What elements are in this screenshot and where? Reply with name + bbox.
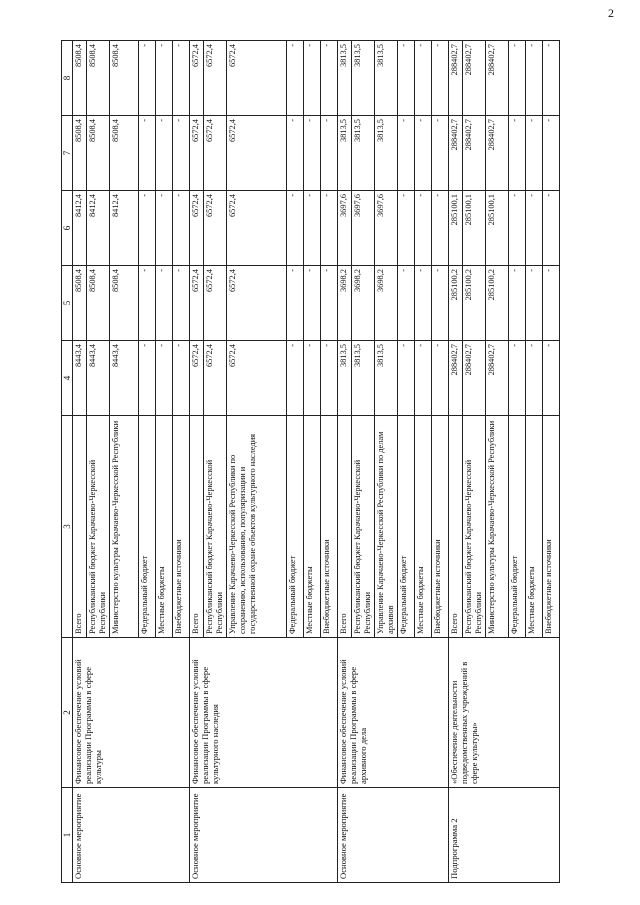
value-cell-col-8: - bbox=[543, 41, 560, 116]
value-cell-col-7: 288402,7 bbox=[486, 116, 509, 191]
col-header-5: 5 bbox=[62, 266, 73, 341]
value-cell-col-7: - bbox=[415, 116, 432, 191]
funding-source-cell: Местные бюджеты bbox=[415, 416, 432, 638]
value-cell-col-4: - bbox=[509, 341, 526, 416]
value-cell-col-7: 8508,4 bbox=[87, 116, 110, 191]
funding-source-cell: Местные бюджеты bbox=[156, 416, 173, 638]
value-cell-col-5: 3698,2 bbox=[375, 266, 398, 341]
value-cell-col-5: 8508,4 bbox=[110, 266, 139, 341]
funding-source-cell: Республиканский бюджет Карачаево-Черкесской Республики bbox=[352, 416, 375, 638]
block-title-cell: «Обеспечение деятельности подведомственных учреждений в сфере культуры» bbox=[449, 638, 560, 788]
value-cell-col-6: 285100,1 bbox=[449, 191, 463, 266]
value-cell-col-4: - bbox=[287, 341, 304, 416]
value-cell-col-5: - bbox=[321, 266, 338, 341]
value-cell-col-8: - bbox=[287, 41, 304, 116]
value-cell-col-5: - bbox=[287, 266, 304, 341]
col-header-1: 1 bbox=[62, 788, 73, 883]
funding-source-cell: Управление Карачаево-Черкесской Республики по делам архивов bbox=[375, 416, 398, 638]
funding-source-cell: Внебюджетные источники bbox=[543, 416, 560, 638]
value-cell-col-4: - bbox=[415, 341, 432, 416]
value-cell-col-8: 288402,7 bbox=[486, 41, 509, 116]
value-cell-col-4: - bbox=[321, 341, 338, 416]
value-cell-col-4: 8443,4 bbox=[73, 341, 87, 416]
value-cell-col-8: - bbox=[156, 41, 173, 116]
block-type-cell: Основное мероприятие bbox=[338, 788, 449, 883]
value-cell-col-6: 8412,4 bbox=[110, 191, 139, 266]
value-cell-col-7: - bbox=[287, 116, 304, 191]
value-cell-col-6: 8412,4 bbox=[73, 191, 87, 266]
value-cell-col-5: - bbox=[398, 266, 415, 341]
value-cell-col-6: - bbox=[543, 191, 560, 266]
value-cell-col-8: 6572,4 bbox=[227, 41, 287, 116]
value-cell-col-5: 6572,4 bbox=[190, 266, 204, 341]
value-cell-col-7: 8508,4 bbox=[73, 116, 87, 191]
col-header-2: 2 bbox=[62, 638, 73, 788]
value-cell-col-6: 3697,6 bbox=[352, 191, 375, 266]
block-title-cell: Финансовое обеспечение условий реализации Программы в сфере культурного наследия bbox=[190, 638, 338, 788]
value-cell-col-5: 8508,4 bbox=[87, 266, 110, 341]
value-cell-col-5: - bbox=[509, 266, 526, 341]
value-cell-col-5: 285100,2 bbox=[449, 266, 463, 341]
value-cell-col-7: 6572,4 bbox=[190, 116, 204, 191]
value-cell-col-6: - bbox=[156, 191, 173, 266]
funding-source-cell: Управление Карачаево-Черкесской Республики по сохранению, использованию, популяризации и государственной охране объектов культурного наследия bbox=[227, 416, 287, 638]
value-cell-col-7: 6572,4 bbox=[204, 116, 227, 191]
funding-source-cell: Министерство культуры Карачаево-Черкесской Республики bbox=[110, 416, 139, 638]
funding-source-cell: Федеральный бюджет bbox=[287, 416, 304, 638]
page-number: 2 bbox=[608, 6, 614, 20]
finance-table bbox=[61, 40, 560, 883]
value-cell-col-6: 285100,1 bbox=[486, 191, 509, 266]
value-cell-col-6: - bbox=[509, 191, 526, 266]
value-cell-col-4: 3813,5 bbox=[352, 341, 375, 416]
value-cell-col-4: - bbox=[156, 341, 173, 416]
value-cell-col-4: 8443,4 bbox=[110, 341, 139, 416]
value-cell-col-8: 288402,7 bbox=[449, 41, 463, 116]
value-cell-col-8: - bbox=[304, 41, 321, 116]
col-header-7: 7 bbox=[62, 116, 73, 191]
value-cell-col-4: 288402,7 bbox=[449, 341, 463, 416]
table-row bbox=[73, 41, 87, 883]
block-title-cell: Финансовое обеспечение условий реализации Программы в сфере архивного дела bbox=[338, 638, 449, 788]
value-cell-col-6: - bbox=[398, 191, 415, 266]
value-cell-col-6: - bbox=[173, 191, 190, 266]
value-cell-col-7: 8508,4 bbox=[110, 116, 139, 191]
value-cell-col-8: - bbox=[321, 41, 338, 116]
value-cell-col-7: - bbox=[526, 116, 543, 191]
value-cell-col-6: - bbox=[139, 191, 156, 266]
value-cell-col-6: 8412,4 bbox=[87, 191, 110, 266]
funding-source-cell: Внебюджетные источники bbox=[432, 416, 449, 638]
funding-source-cell: Внебюджетные источники bbox=[321, 416, 338, 638]
value-cell-col-4: - bbox=[543, 341, 560, 416]
block-type-cell: Основное мероприятие bbox=[73, 788, 190, 883]
value-cell-col-8: - bbox=[415, 41, 432, 116]
funding-source-cell: Местные бюджеты bbox=[304, 416, 321, 638]
value-cell-col-4: 3813,5 bbox=[375, 341, 398, 416]
value-cell-col-5: - bbox=[156, 266, 173, 341]
value-cell-col-7: 3813,5 bbox=[352, 116, 375, 191]
block-type-cell: Основное мероприятие bbox=[190, 788, 338, 883]
funding-source-cell: Республиканский бюджет Карачаево-Черкесской Республики bbox=[204, 416, 227, 638]
value-cell-col-7: 6572,4 bbox=[227, 116, 287, 191]
col-header-6: 6 bbox=[62, 191, 73, 266]
value-cell-col-8: 8508,4 bbox=[87, 41, 110, 116]
value-cell-col-8: - bbox=[398, 41, 415, 116]
funding-source-cell: Всего bbox=[73, 416, 87, 638]
value-cell-col-8: - bbox=[526, 41, 543, 116]
block-title-cell: Финансовое обеспечение условий реализации Программы в сфере культуры bbox=[73, 638, 190, 788]
value-cell-col-7: - bbox=[398, 116, 415, 191]
value-cell-col-4: 3813,5 bbox=[338, 341, 352, 416]
funding-source-cell: Внебюджетные источники bbox=[173, 416, 190, 638]
value-cell-col-8: 3813,5 bbox=[352, 41, 375, 116]
value-cell-col-7: - bbox=[432, 116, 449, 191]
value-cell-col-5: - bbox=[173, 266, 190, 341]
funding-source-cell: Всего bbox=[190, 416, 204, 638]
value-cell-col-7: 288402,7 bbox=[449, 116, 463, 191]
value-cell-col-5: 285100,2 bbox=[486, 266, 509, 341]
value-cell-col-7: - bbox=[543, 116, 560, 191]
value-cell-col-8: 288402,7 bbox=[463, 41, 486, 116]
value-cell-col-7: 288402,7 bbox=[463, 116, 486, 191]
funding-source-cell: Всего bbox=[449, 416, 463, 638]
value-cell-col-5: 6572,4 bbox=[227, 266, 287, 341]
value-cell-col-7: - bbox=[304, 116, 321, 191]
value-cell-col-7: 3813,5 bbox=[338, 116, 352, 191]
column-number-row bbox=[62, 41, 73, 883]
value-cell-col-4: - bbox=[526, 341, 543, 416]
funding-source-cell: Местные бюджеты bbox=[526, 416, 543, 638]
funding-source-cell: Федеральный бюджет bbox=[509, 416, 526, 638]
value-cell-col-5: 285100,2 bbox=[463, 266, 486, 341]
value-cell-col-6: - bbox=[415, 191, 432, 266]
value-cell-col-6: 6572,4 bbox=[190, 191, 204, 266]
value-cell-col-6: - bbox=[432, 191, 449, 266]
value-cell-col-4: 6572,4 bbox=[190, 341, 204, 416]
value-cell-col-8: - bbox=[509, 41, 526, 116]
value-cell-col-6: - bbox=[287, 191, 304, 266]
value-cell-col-5: - bbox=[415, 266, 432, 341]
table-row bbox=[190, 41, 204, 883]
value-cell-col-8: - bbox=[432, 41, 449, 116]
block-type-cell: Подпрограмма 2 bbox=[449, 788, 560, 883]
value-cell-col-8: 8508,4 bbox=[110, 41, 139, 116]
funding-source-cell: Министерство культуры Карачаево-Черкесской Республики bbox=[486, 416, 509, 638]
funding-source-cell: Республиканский бюджет Карачаево-Черкесской Республики bbox=[463, 416, 486, 638]
value-cell-col-8: - bbox=[139, 41, 156, 116]
value-cell-col-5: 8508,4 bbox=[73, 266, 87, 341]
funding-source-cell: Республиканский бюджет Карачаево-Черкесской Республики bbox=[87, 416, 110, 638]
value-cell-col-4: 6572,4 bbox=[227, 341, 287, 416]
value-cell-col-6: - bbox=[304, 191, 321, 266]
table-row bbox=[338, 41, 352, 883]
col-header-8: 8 bbox=[62, 41, 73, 116]
value-cell-col-5: 3698,2 bbox=[352, 266, 375, 341]
value-cell-col-5: - bbox=[432, 266, 449, 341]
value-cell-col-6: 285100,1 bbox=[463, 191, 486, 266]
value-cell-col-4: - bbox=[432, 341, 449, 416]
value-cell-col-7: - bbox=[509, 116, 526, 191]
funding-source-cell: Федеральный бюджет bbox=[139, 416, 156, 638]
value-cell-col-5: 6572,4 bbox=[204, 266, 227, 341]
value-cell-col-5: - bbox=[526, 266, 543, 341]
value-cell-col-4: - bbox=[139, 341, 156, 416]
col-header-3: 3 bbox=[62, 416, 73, 638]
value-cell-col-5: 3698,2 bbox=[338, 266, 352, 341]
value-cell-col-4: 288402,7 bbox=[486, 341, 509, 416]
value-cell-col-8: 3813,5 bbox=[375, 41, 398, 116]
value-cell-col-6: - bbox=[526, 191, 543, 266]
value-cell-col-7: - bbox=[173, 116, 190, 191]
value-cell-col-4: - bbox=[173, 341, 190, 416]
value-cell-col-6: 3697,6 bbox=[375, 191, 398, 266]
value-cell-col-5: - bbox=[304, 266, 321, 341]
table-body bbox=[73, 41, 560, 883]
value-cell-col-4: - bbox=[398, 341, 415, 416]
value-cell-col-8: 8508,4 bbox=[73, 41, 87, 116]
value-cell-col-7: 3813,5 bbox=[375, 116, 398, 191]
value-cell-col-6: - bbox=[321, 191, 338, 266]
table-row bbox=[449, 41, 463, 883]
value-cell-col-4: 6572,4 bbox=[204, 341, 227, 416]
value-cell-col-8: 6572,4 bbox=[204, 41, 227, 116]
funding-source-cell: Всего bbox=[338, 416, 352, 638]
value-cell-col-4: 288402,7 bbox=[463, 341, 486, 416]
value-cell-col-6: 6572,4 bbox=[204, 191, 227, 266]
value-cell-col-7: - bbox=[321, 116, 338, 191]
value-cell-col-8: 3813,5 bbox=[338, 41, 352, 116]
value-cell-col-8: 6572,4 bbox=[190, 41, 204, 116]
value-cell-col-7: - bbox=[156, 116, 173, 191]
value-cell-col-4: - bbox=[304, 341, 321, 416]
col-header-4: 4 bbox=[62, 341, 73, 416]
value-cell-col-7: - bbox=[139, 116, 156, 191]
value-cell-col-6: 6572,4 bbox=[227, 191, 287, 266]
value-cell-col-5: - bbox=[139, 266, 156, 341]
value-cell-col-5: - bbox=[543, 266, 560, 341]
funding-source-cell: Федеральный бюджет bbox=[398, 416, 415, 638]
value-cell-col-8: - bbox=[173, 41, 190, 116]
value-cell-col-4: 8443,4 bbox=[87, 341, 110, 416]
value-cell-col-6: 3697,6 bbox=[338, 191, 352, 266]
finance-table-sheet bbox=[61, 41, 605, 883]
